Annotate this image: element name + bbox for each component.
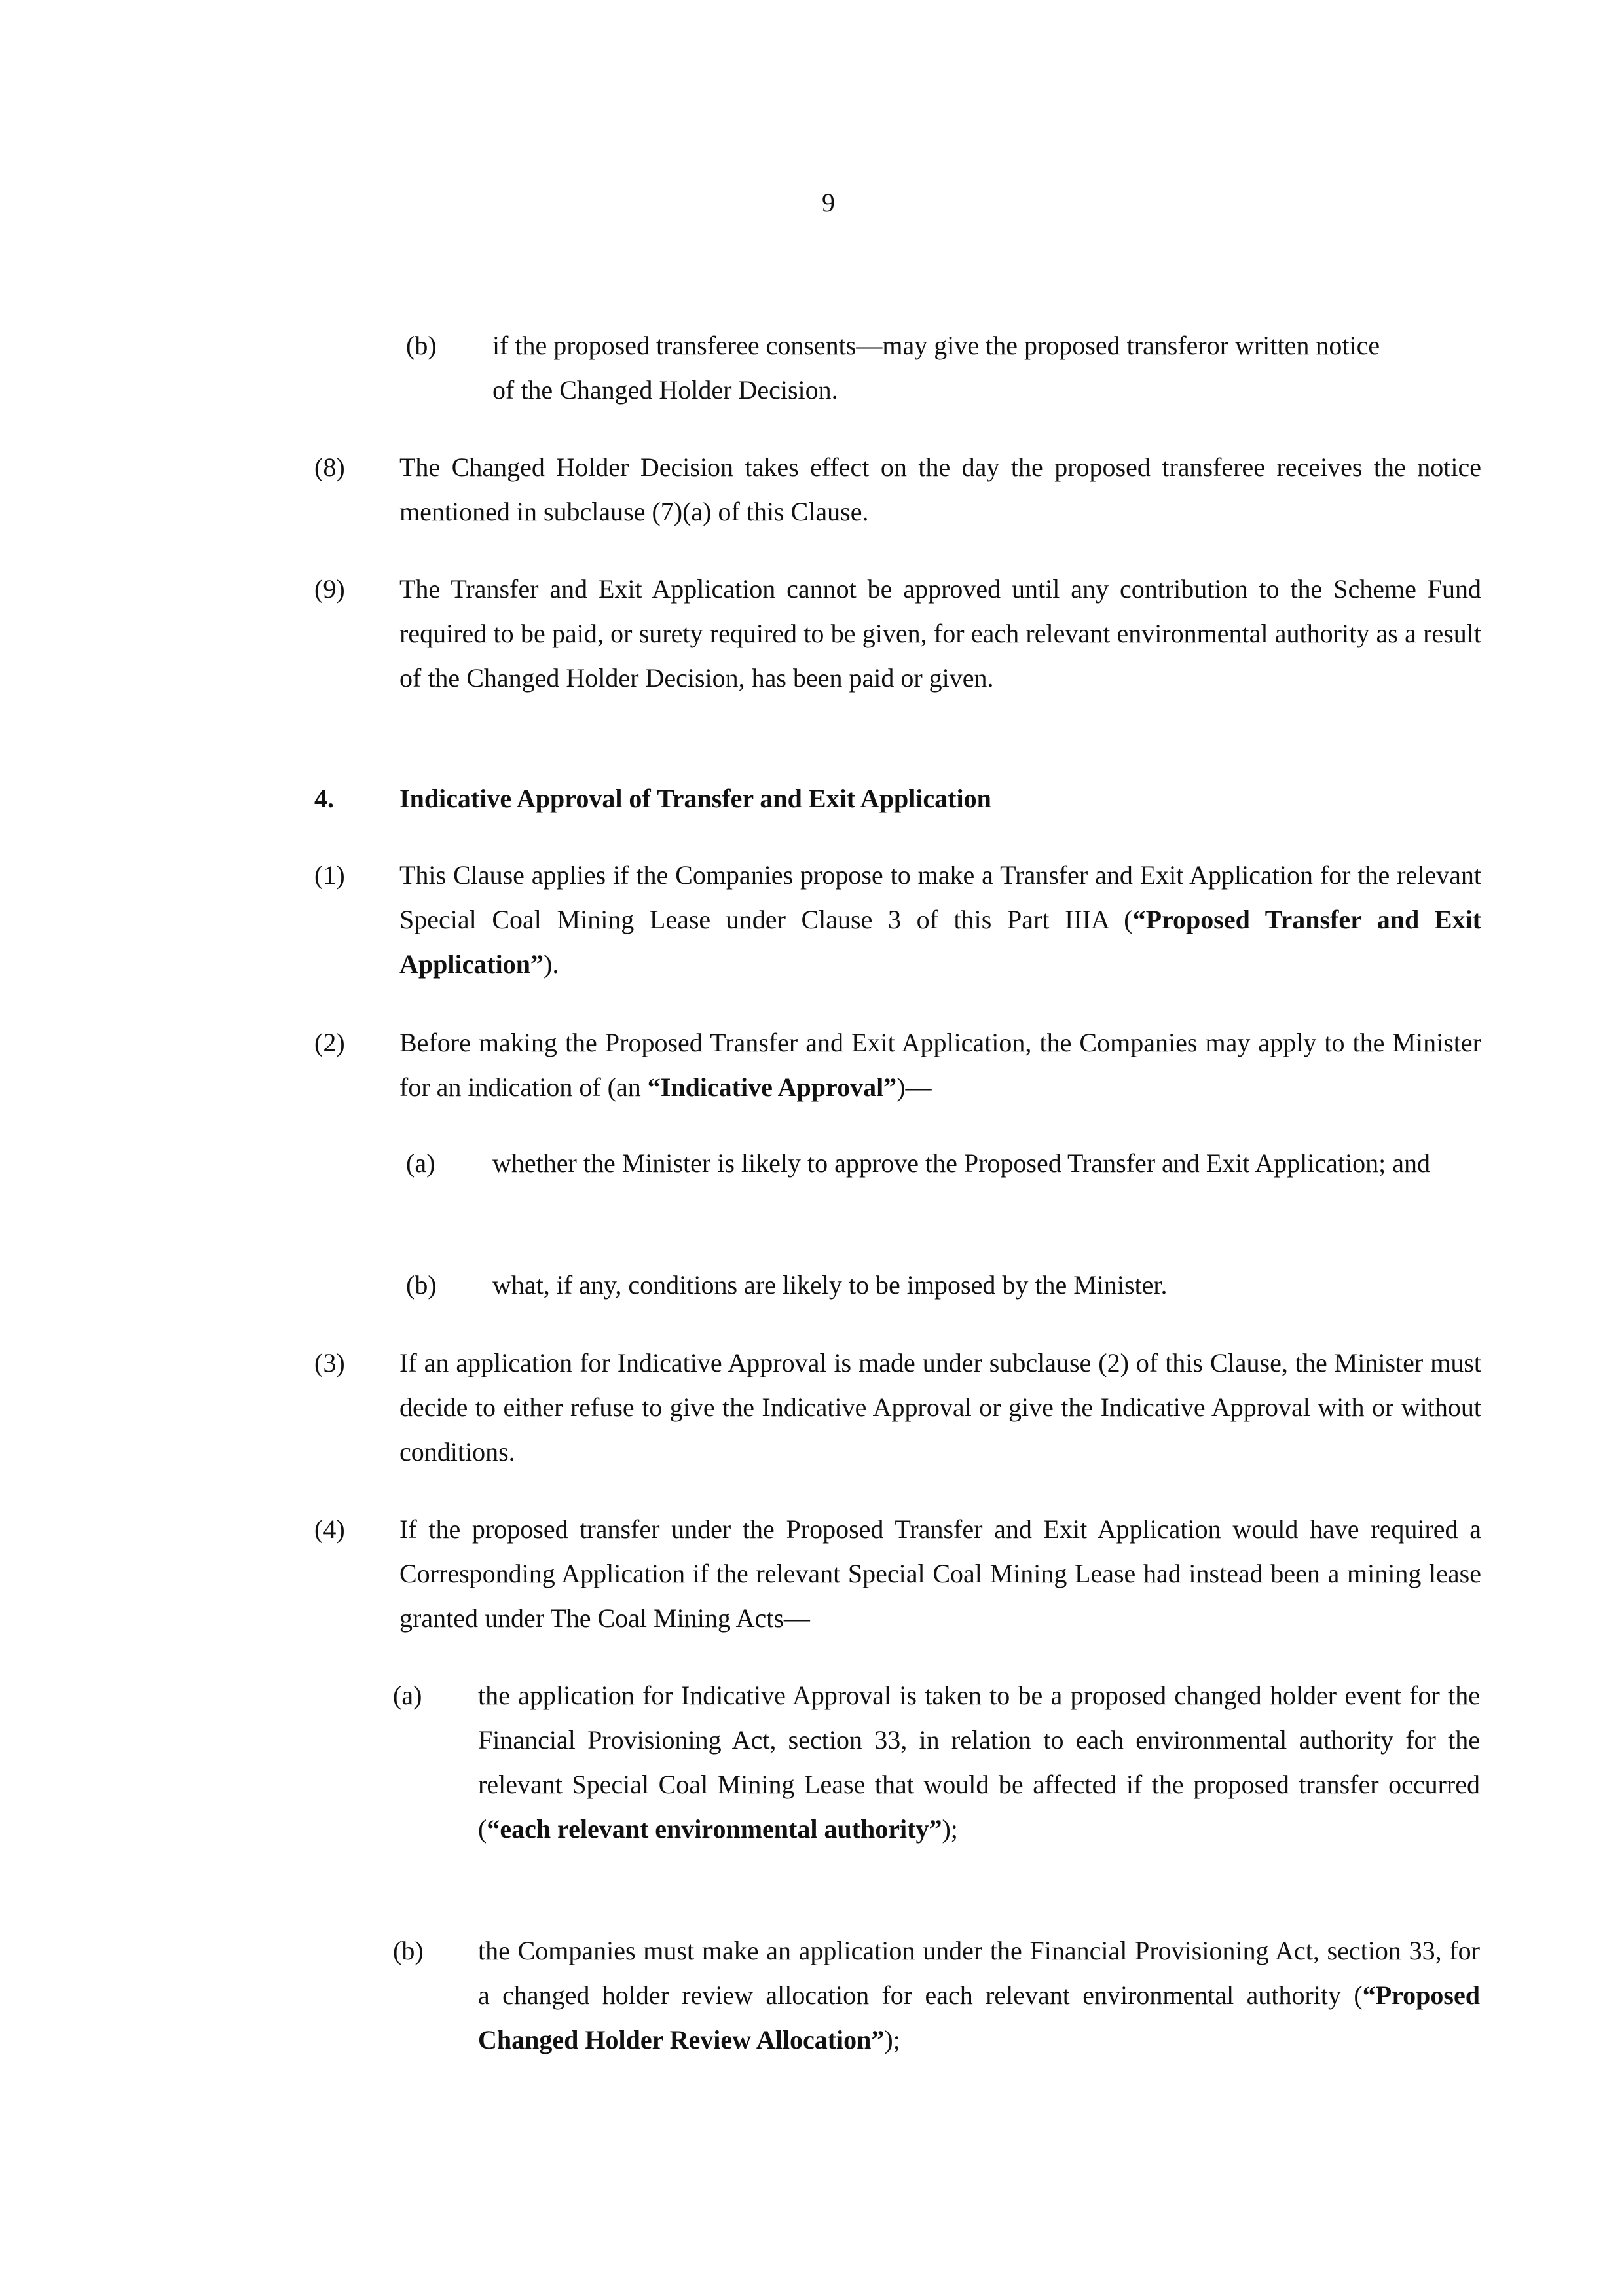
subparagraph-text: if the proposed transferee consents—may give the proposed transferor written notice of the Changed Holder Decision. (492, 331, 1380, 405)
subclause-text: The Changed Holder Decision takes effect on the day the proposed transferee receives the notice mentioned in subclause (7)(a) of this Clause. (399, 452, 1481, 526)
subclause-number: (2) (314, 1028, 345, 1057)
subparagraph-text: what, if any, conditions are likely to be imposed by the Minister. (492, 1270, 1168, 1300)
subclause-number: (1) (314, 860, 345, 890)
defined-term: “Proposed Changed Holder Review Allocation” (478, 1980, 1480, 2054)
subclause-text: If the proposed transfer under the Proposed Transfer and Exit Application would have required a Corresponding Application if the relevant Special Coal Mining Lease had instead been a mining lease granted under The Coal Mining Acts— (399, 1514, 1481, 1633)
subclause-number: (9) (314, 574, 345, 604)
subclause-number: (3) (314, 1348, 345, 1377)
clause-title: Indicative Approval of Transfer and Exit Application (399, 784, 991, 813)
subclause-number: (8) (314, 452, 345, 482)
page-number: 9 (822, 188, 835, 217)
subparagraph-number: (a) (393, 1681, 422, 1710)
subclause-number: (4) (314, 1514, 345, 1544)
subparagraph-text: whether the Minister is likely to approve the Proposed Transfer and Exit Application; and (492, 1148, 1430, 1178)
subclause-text: Before making the Proposed Transfer and Exit Application, the Companies may apply to the Minister for an indication of (an “Indicative Approval”)— (399, 1028, 1481, 1102)
subclause-text: The Transfer and Exit Application cannot be approved until any contribution to the Scheme Fund required to be paid, or surety required to be given, for each relevant environmental authority as a result of the Changed Holder Decision, has been paid or given. (399, 574, 1481, 693)
defined-term: “Indicative Approval” (647, 1072, 897, 1102)
subclause-text: If an application for Indicative Approval is made under subclause (2) of this Clause, the Minister must decide to either refuse to give the Indicative Approval or give the Indicative Approval with or without conditions. (399, 1348, 1481, 1467)
subparagraph-number: (b) (406, 331, 437, 360)
subparagraph-text: the application for Indicative Approval is taken to be a proposed changed holder event for the Financial Provisioning Act, section 33, in relation to each environmental authority for the relevant Special Coal Mining Lease that would be affected if the proposed transfer occurred (“each relevant environmental authority”); (478, 1681, 1480, 1844)
defined-term: “each relevant environmental authority” (487, 1814, 942, 1844)
subparagraph-number: (b) (406, 1270, 437, 1300)
subparagraph-text: the Companies must make an application under the Financial Provisioning Act, section 33, for a changed holder review allocation for each relevant environmental authority (“Proposed Changed Holder Review Allocation”); (478, 1936, 1480, 2054)
subparagraph-number: (b) (393, 1936, 424, 1965)
subparagraph-number: (a) (406, 1148, 435, 1178)
clause-number: 4. (314, 784, 334, 813)
subclause-text: This Clause applies if the Companies propose to make a Transfer and Exit Application for the relevant Special Coal Mining Lease under Clause 3 of this Part IIIA (“Proposed Transfer and Exit Application”). (399, 860, 1481, 979)
defined-term: “Proposed Transfer and Exit Application” (399, 905, 1481, 979)
